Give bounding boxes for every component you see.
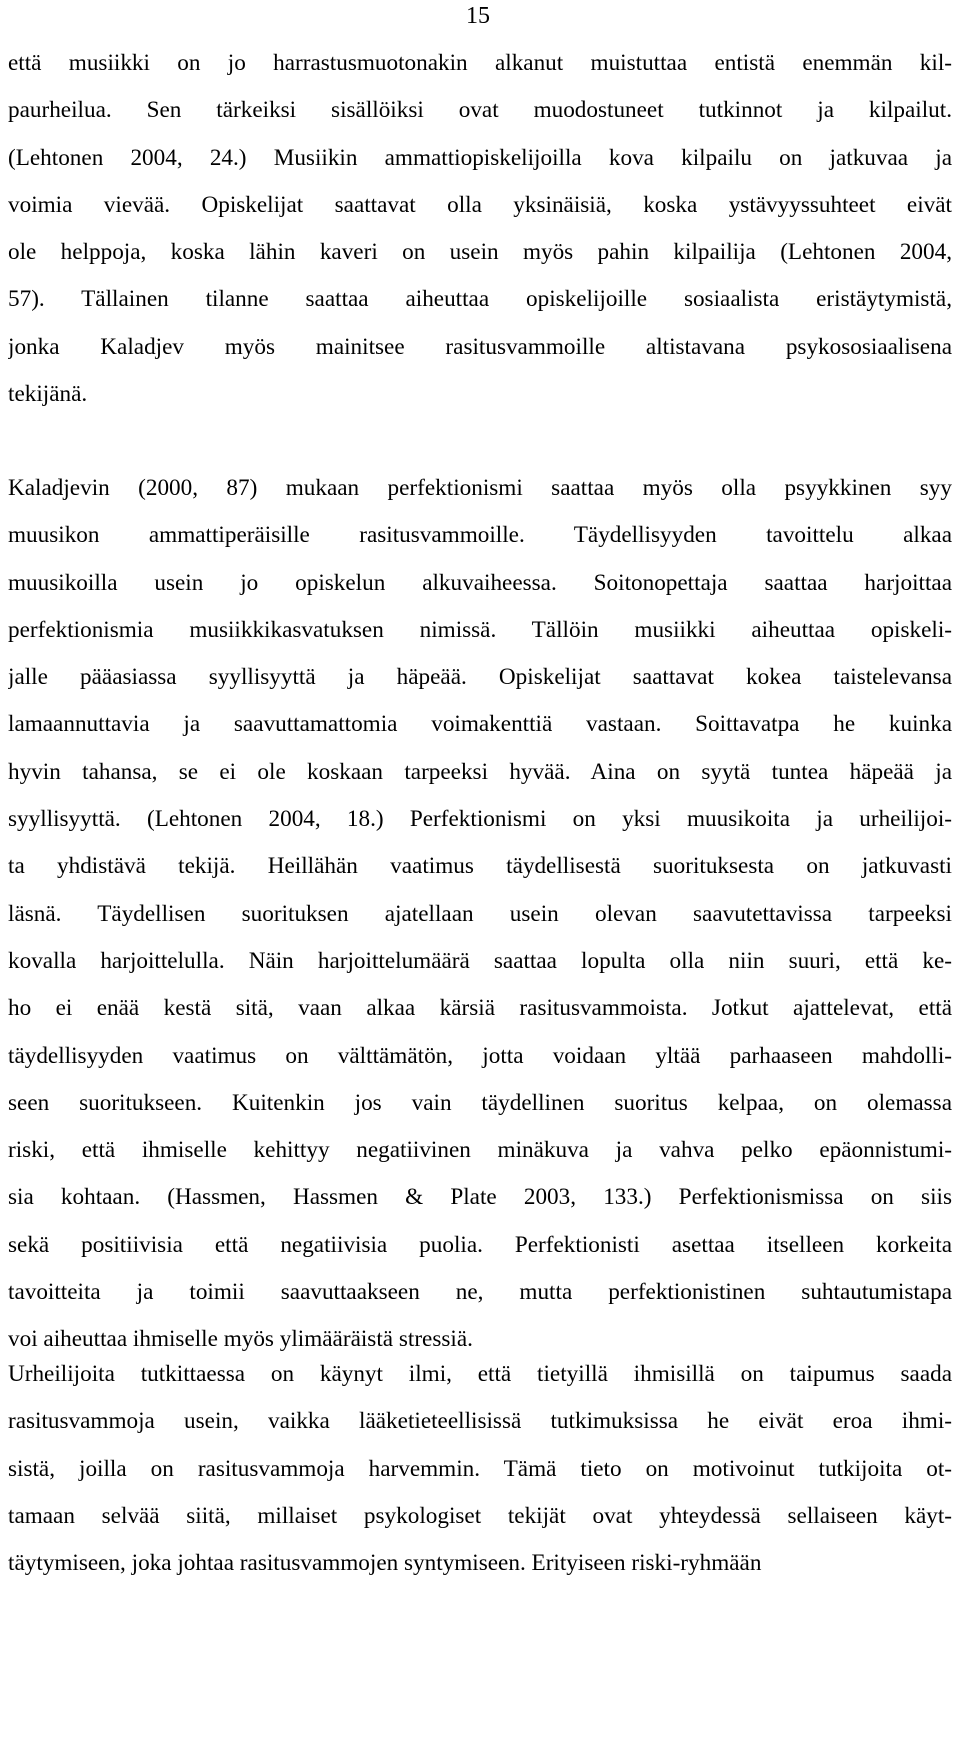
text-line: ta yhdistävä tekijä. Heillähän vaatimus täydellisestä suorituksesta on jatkuvasti bbox=[8, 853, 952, 880]
text-line: syyllisyyttä. (Lehtonen 2004, 18.) Perfektionismi on yksi muusikoita ja urheilijoi- bbox=[8, 806, 952, 833]
paragraph-2 bbox=[8, 465, 952, 1364]
text-line: hyvin tahansa, se ei ole koskaan tarpeeksi hyvää. Aina on syytä tuntea häpeää ja bbox=[8, 758, 952, 785]
text-line: riski, että ihmiselle kehittyy negatiivinen minäkuva ja vahva pelko epäonnistumi- bbox=[8, 1137, 952, 1164]
text-line: Urheilijoita tutkittaessa on käynyt ilmi, että tietyillä ihmisillä on taipumus saada bbox=[8, 1361, 952, 1387]
text-line: että musiikki on jo harrastusmuotonakin alkanut muistuttaa entistä enemmän kil- bbox=[8, 50, 952, 76]
text-line: läsnä. Täydellisen suorituksen ajatellaan usein olevan saavutettavissa tarpeeksi bbox=[8, 900, 952, 927]
text-line: jalle pääasiassa syyllisyyttä ja häpeää. Opiskelijat saattavat kokea taistelevansa bbox=[8, 664, 952, 691]
text-line: seen suoritukseen. Kuitenkin jos vain täydellinen suoritus kelpaa, on olemassa bbox=[8, 1089, 952, 1116]
text-line: sia kohtaan. (Hassmen, Hassmen & Plate 2003, 133.) Perfektionismissa on siis bbox=[8, 1184, 952, 1211]
text-line: tavoitteita ja toimii saavuttaakseen ne, mutta perfektionistinen suhtautumistapa bbox=[8, 1279, 952, 1306]
text-line: muusikon ammattiperäisille rasitusvammoille. Täydellisyyden tavoittelu alkaa bbox=[8, 522, 952, 549]
text-line: sistä, joilla on rasitusvammoja harvemmin. Tämä tieto on motivoinut tutkijoita ot- bbox=[8, 1455, 952, 1482]
text-line: rasitusvammoja usein, vaikka lääketieteellisissä tutkimuksissa he eivät eroa ihmi- bbox=[8, 1408, 952, 1435]
text-line: tamaan selvää siitä, millaiset psykologiset tekijät ovat yhteydessä sellaiseen käyt- bbox=[8, 1502, 952, 1529]
text-line: voi aiheuttaa ihmiselle myös ylimääräistä stressiä. bbox=[8, 1326, 473, 1353]
text-line: jonka Kaladjev myös mainitsee rasitusvammoille altistavana psykososiaalisena bbox=[8, 333, 952, 360]
text-line: ho ei enää kestä sitä, vaan alkaa kärsiä rasitusvammoista. Jotkut ajattelevat, että bbox=[8, 995, 952, 1022]
text-line: ole helppoja, koska lähin kaveri on usein myös pahin kilpailija (Lehtonen 2004, bbox=[8, 239, 952, 266]
text-line: 57). Tällainen tilanne saattaa aiheuttaa opiskelijoille sosiaalista eristäytymistä, bbox=[8, 286, 952, 313]
text-line: (Lehtonen 2004, 24.) Musiikin ammattiopiskelijoilla kova kilpailu on jatkuvaa ja bbox=[8, 144, 952, 171]
text-line: paurheilua. Sen tärkeiksi sisällöiksi ovat muodostuneet tutkinnot ja kilpailut. bbox=[8, 97, 952, 124]
text-line: Kaladjevin (2000, 87) mukaan perfektionismi saattaa myös olla psyykkinen syy bbox=[8, 475, 952, 501]
text-line: sekä positiivisia että negatiivisia puolia. Perfektionisti asettaa itselleen korkeita bbox=[8, 1231, 952, 1258]
text-line: perfektionismia musiikkikasvatuksen nimissä. Tällöin musiikki aiheuttaa opiskeli- bbox=[8, 616, 952, 643]
paragraph-1 bbox=[8, 40, 952, 418]
text-line: lamaannuttavia ja saavuttamattomia voimakenttiä vastaan. Soittavatpa he kuinka bbox=[8, 711, 952, 738]
paragraph-3 bbox=[8, 1351, 952, 1587]
page-number: 15 bbox=[466, 3, 490, 29]
text-line: tekijänä. bbox=[8, 381, 88, 408]
text-line: muusikoilla usein jo opiskelun alkuvaiheessa. Soitonopettaja saattaa harjoittaa bbox=[8, 569, 952, 596]
text-line: kovalla harjoittelulla. Näin harjoittelumäärä saattaa lopulta olla niin suuri, että ke- bbox=[8, 947, 952, 974]
text-line: täytymiseen, joka johtaa rasitusvammojen syntymiseen. Erityiseen riski-ryhmään bbox=[8, 1550, 762, 1577]
text-line: täydellisyyden vaatimus on välttämätön, jotta voidaan yltää parhaaseen mahdolli- bbox=[8, 1042, 952, 1069]
text-line: voimia vievää. Opiskelijat saattavat olla yksinäisiä, koska ystävyyssuhteet eivät bbox=[8, 191, 952, 218]
